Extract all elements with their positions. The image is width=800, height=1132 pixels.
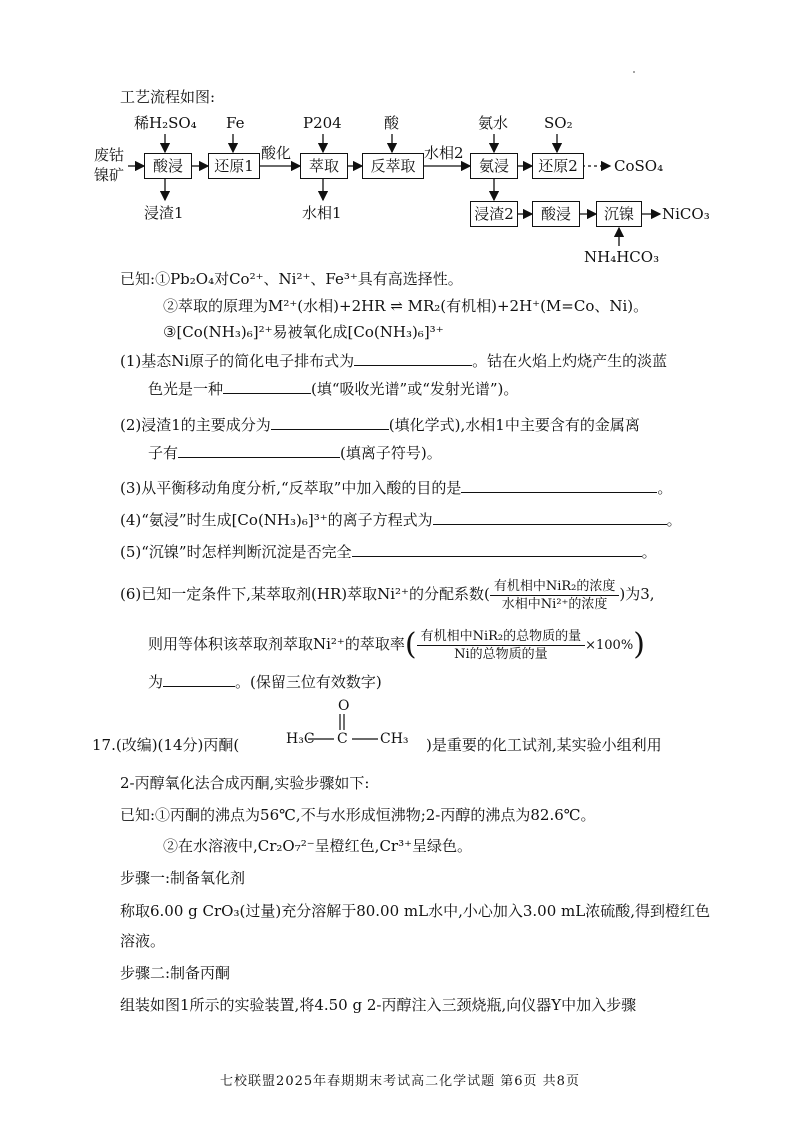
question-17-known2: ②在水溶液中,Cr₂O₇²⁻呈橙红色,Cr³⁺呈绿色。 bbox=[163, 837, 473, 855]
known1-label: 已知:①Pb₂O₄对Co²⁺、Ni²⁺、Fe³⁺具有高选择性。 bbox=[120, 270, 463, 288]
label-acidify: 酸化 bbox=[261, 144, 292, 162]
box-reduction-1: 还原1 bbox=[208, 153, 260, 179]
answer-blank-5[interactable] bbox=[352, 540, 642, 557]
known1-line3: ③[Co(NH₃)₆]²⁺易被氧化成[Co(NH₃)₆]³⁺ bbox=[163, 323, 444, 341]
question-4: (4)“氨浸”时生成[Co(NH₃)₆]³⁺的离子方程式为 。 bbox=[120, 508, 682, 531]
box-ammonia-leach: 氨浸 bbox=[470, 153, 518, 179]
question-2-line2: 子有 (填离子符号)。 bbox=[148, 441, 442, 464]
box-acid-leach: 酸浸 bbox=[144, 153, 192, 179]
box-extraction: 萃取 bbox=[300, 153, 348, 179]
question-3: (3)从平衡移动角度分析,“反萃取”中加入酸的目的是 。 bbox=[120, 476, 672, 499]
reagent-ammonia: 氨水 bbox=[478, 114, 509, 132]
question-1-line2: 色光是一种 (填“吸收光谱”或“发射光谱”)。 bbox=[148, 377, 518, 400]
output-residue-1: 浸渣1 bbox=[144, 204, 184, 222]
output-aqueous-1: 水相1 bbox=[302, 204, 342, 222]
question-17-known1: 已知:①丙酮的沸点为56℃,不与水形成恒沸物;2-丙醇的沸点为82.6℃。 bbox=[120, 806, 596, 824]
step2-title: 步骤二:制备丙酮 bbox=[120, 964, 231, 982]
step1-title: 步骤一:制备氧化剂 bbox=[120, 869, 246, 887]
flow-diagram-arrows bbox=[0, 0, 800, 280]
extraction-rate-fraction: $\frac{\text{有机相中NiR₂的总物质的量}}{\text{Ni的总物质的量}}$ bbox=[417, 628, 586, 663]
reagent-so2: SO₂ bbox=[544, 114, 573, 132]
label-aqueous-2: 水相2 bbox=[424, 144, 464, 162]
acetone-right-methyl: CH₃ bbox=[380, 731, 409, 747]
answer-blank-2b[interactable] bbox=[178, 441, 340, 458]
question-6-line2: 则用等体积该萃取剂萃取Ni²⁺的萃取率( $\frac{\text{有机相中NiR₂的总物质的量}}{\text{Ni的总物质的量}}$ ×100%) bbox=[148, 627, 645, 662]
answer-blank-2a[interactable] bbox=[271, 413, 389, 430]
raw-material-line1: 废钴 bbox=[94, 146, 125, 164]
answer-blank-1a[interactable] bbox=[354, 349, 472, 366]
answer-blank-3[interactable] bbox=[461, 476, 657, 493]
box-acid-leach-2: 酸浸 bbox=[532, 201, 580, 227]
box-back-extraction: 反萃取 bbox=[362, 153, 424, 179]
acetone-carbonyl-carbon: C bbox=[337, 731, 348, 747]
reagent-dilute-h2so4: 稀H₂SO₄ bbox=[134, 114, 197, 132]
reagent-nh4hco3: NH₄HCO₃ bbox=[584, 248, 660, 266]
box-nickel-precipitation: 沉镍 bbox=[596, 201, 642, 227]
reagent-acid: 酸 bbox=[384, 114, 400, 132]
product-coso4: CoSO₄ bbox=[614, 157, 664, 175]
box-residue-2: 浸渣2 bbox=[470, 201, 518, 227]
page-footer: 七校联盟2025年春期期末考试高二化学试题 第6页 共8页 bbox=[220, 1074, 580, 1089]
answer-blank-6[interactable] bbox=[163, 670, 235, 687]
answer-blank-1b[interactable] bbox=[223, 377, 311, 394]
reagent-p204: P204 bbox=[303, 114, 342, 132]
question-17-line2: 2-丙醇氧化法合成丙酮,实验步骤如下: bbox=[120, 774, 370, 792]
box-reduction-2: 还原2 bbox=[532, 153, 584, 179]
question-2-line1: (2)浸渣1的主要成分为 (填化学式),水相1中主要含有的金属离 bbox=[120, 413, 640, 436]
question-1-line1: (1)基态Ni原子的简化电子排布式为 。钴在火焰上灼烧产生的淡蓝 bbox=[120, 349, 667, 372]
acetone-left-methyl: H₃C bbox=[286, 731, 315, 747]
reagent-fe: Fe bbox=[226, 114, 245, 132]
flow-intro: 工艺流程如图: bbox=[120, 88, 216, 106]
acetone-oxygen: O bbox=[338, 698, 350, 714]
known1-line2: ②萃取的原理为M²⁺(水相)+2HR ⇌ MR₂(有机相)+2H⁺(M=Co、Ni)。 bbox=[163, 297, 649, 315]
question-6-line1: (6)已知一定条件下,某萃取剂(HR)萃取Ni²⁺的分配系数( $\frac{\text{有机相中NiR₂的浓度}}{\text{水相中Ni²⁺的浓度}}$ )为3, bbox=[120, 578, 655, 612]
step2-text-line1: 组装如图1所示的实验装置,将4.50 g 2-丙醇注入三颈烧瓶,向仪器Y中加入步骤 bbox=[120, 996, 637, 1014]
distribution-coefficient-fraction: $\frac{\text{有机相中NiR₂的浓度}}{\text{水相中Ni²⁺的浓度}}$ bbox=[490, 578, 620, 613]
question-17-head: 17.(改编)(14分)丙酮( bbox=[92, 736, 240, 754]
question-5: (5)“沉镍”时怎样判断沉淀是否完全 。 bbox=[120, 540, 657, 563]
question-17-tail: )是重要的化工试剂,某实验小组利用 bbox=[426, 736, 662, 754]
answer-blank-4[interactable] bbox=[433, 508, 667, 525]
question-6-line3: 为 。(保留三位有效数字) bbox=[148, 670, 382, 693]
step1-text-line2: 溶液。 bbox=[120, 932, 166, 950]
product-nico3: NiCO₃ bbox=[662, 205, 710, 223]
step1-text-line1: 称取6.00 g CrO₃(过量)充分溶解于80.00 mL水中,小心加入3.00 mL浓硫酸,得到橙红色 bbox=[120, 902, 710, 920]
raw-material-line2: 镍矿 bbox=[94, 166, 125, 184]
